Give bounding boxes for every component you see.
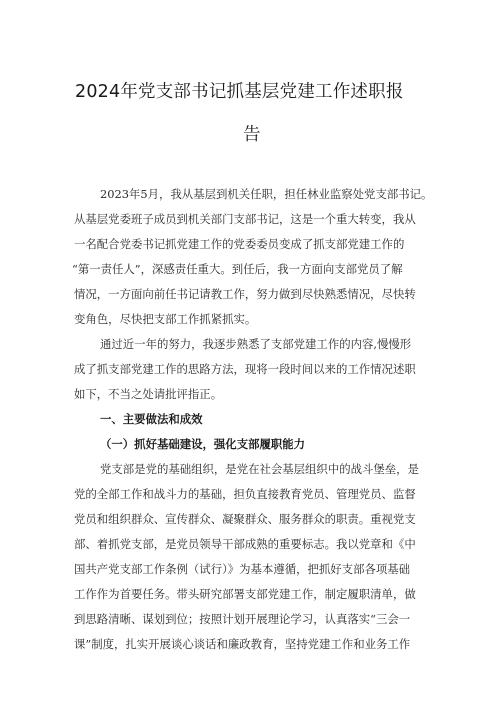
- paragraph-line: 变角色，尽快把支部工作抓紧抓实。: [74, 312, 257, 326]
- paragraph-line: 工作作为首要任务。带头研究部署支部党建工作，制定履职清单，做: [74, 587, 416, 601]
- paragraph-line: 从基层党委班子成员到机关部门支部书记，这是一个重大转变，我从: [74, 212, 416, 226]
- paragraph-line: 国共产党支部工作条例（试行）》为基本遵循，把抓好支部各项基础: [74, 562, 411, 576]
- paragraph-line: “第一责任人”，深感责任重大。到任后，我一方面向支部党员了解: [72, 262, 403, 276]
- paragraph-line: 党的全部工作和战斗力的基础，担负直接教育党员、管理党员、监督: [74, 487, 416, 501]
- paragraph-line: 一名配合党委书记抓党建工作的党委委员变成了抓支部党建工作的: [74, 237, 405, 251]
- paragraph-line: 到思路清晰、谋划到位；按照计划开展理论学习，认真落实“三会一: [74, 612, 411, 626]
- paragraph-line: 情况，一方面向前任书记请教工作，努力做到尽快熟悉情况，尽快转: [74, 287, 416, 301]
- document-title: 2024年党支部书记抓基层党建工作述职报: [75, 82, 404, 102]
- paragraph-line: 通过近一年的努力，我逐步熟悉了支部党建工作的内容,慢慢形: [100, 337, 412, 351]
- paragraph-line: 课”制度，扎实开展谈心谈话和廉政教育，坚持党建工作和业务工作: [74, 637, 411, 651]
- paragraph-line: 党支部是党的基础组织，是党在社会基层组织中的战斗堡垒，是: [100, 462, 419, 476]
- paragraph-line: 党员和组织群众、宣传群众、凝聚群众、服务群众的职责。重视党支: [74, 512, 416, 526]
- paragraph-line: 2023年5月，我从基层到机关任职，担任林业监察处党支部书记。: [100, 187, 433, 201]
- paragraph-line: 如下，不当之处请批评指正。: [74, 387, 223, 401]
- section-heading: 一、主要做法和成效: [100, 412, 203, 426]
- subsection-heading: （一）抓好基础建设，强化支部履职能力: [100, 437, 306, 451]
- document-title-continuation: 告: [243, 125, 261, 145]
- paragraph-line: 成了抓支部党建工作的思路方法，现将一段时间以来的工作情况述职: [74, 362, 416, 376]
- paragraph-line: 部、着抓党支部，是党员领导干部成熟的重要标志。我以党章和《中: [74, 537, 416, 551]
